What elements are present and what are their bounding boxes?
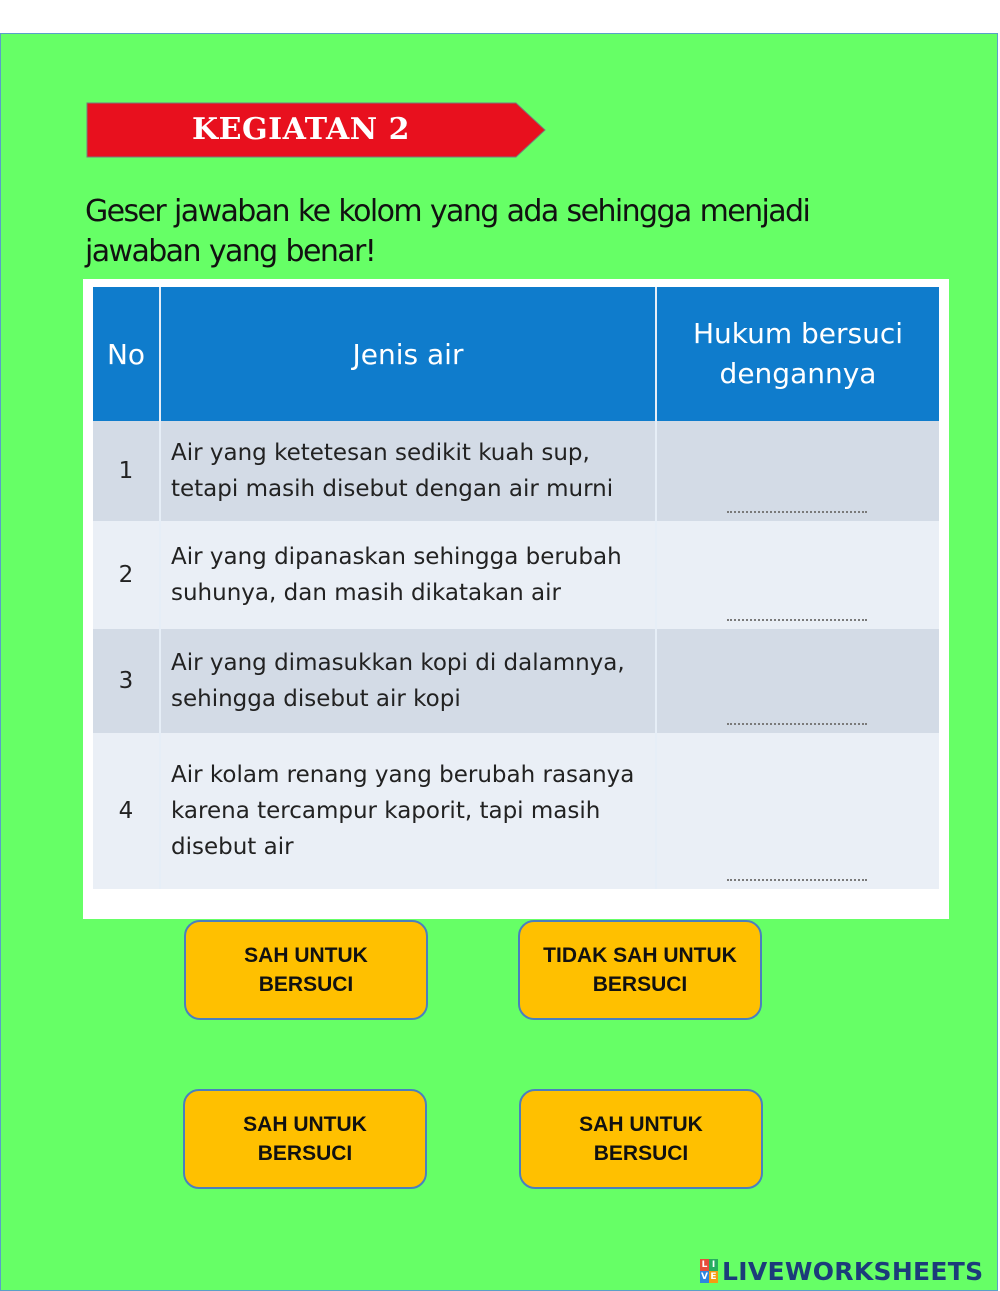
worksheet-page [0,33,998,1291]
table-row [93,733,939,889]
row-number: 1 [93,421,160,521]
water-type-table [93,287,939,889]
liveworksheets-brand[interactable] [700,1254,983,1288]
row-description: Air kolam renang yang berubah rasanya karena tercampur kaporit, tapi masih disebut air [160,733,656,889]
row-description: Air yang ketetesan sedikit kuah sup, tetapi masih disebut dengan air murni [160,421,656,521]
draggable-answer-sah-1[interactable]: SAH UNTUK BERSUCI [184,920,428,1020]
header-jenis-air: Jenis air [160,287,656,421]
answer-blank-line [727,511,867,513]
answer-drop-zone-4[interactable] [656,733,939,889]
activity-title: KEGIATAN 2 [192,112,410,147]
header-no: No [93,287,160,421]
table-row [93,629,939,733]
answer-blank-line [727,723,867,725]
table-header-row [93,287,939,421]
draggable-answer-sah-2[interactable]: SAH UNTUK BERSUCI [183,1089,427,1189]
brand-name: LIVEWORKSHEETS [722,1256,984,1286]
answer-blank-line [727,879,867,881]
row-number: 4 [93,733,160,889]
activity-banner [86,102,546,158]
table-row [93,421,939,521]
liveworksheets-logo-icon: L I V E [701,1260,717,1282]
row-number: 2 [93,521,160,629]
answer-blank-line [727,619,867,621]
answer-drop-zone-2[interactable] [656,521,939,629]
table-frame [83,279,949,919]
instruction-text: Geser jawaban ke kolom yang ada sehingga menjadi jawaban yang benar! [85,194,810,269]
row-description: Air yang dimasukkan kopi di dalamnya, sehingga disebut air kopi [160,629,656,733]
header-hukum: Hukum bersuci dengannya [656,287,939,421]
row-number: 3 [93,629,160,733]
draggable-answer-tidak-sah[interactable]: TIDAK SAH UNTUK BERSUCI [518,920,762,1020]
table-row [93,521,939,629]
draggable-answer-sah-3[interactable]: SAH UNTUK BERSUCI [519,1089,763,1189]
answer-drop-zone-1[interactable] [656,421,939,521]
answer-drop-zone-3[interactable] [656,629,939,733]
row-description: Air yang dipanaskan sehingga berubah suhunya, dan masih dikatakan air [160,521,656,629]
